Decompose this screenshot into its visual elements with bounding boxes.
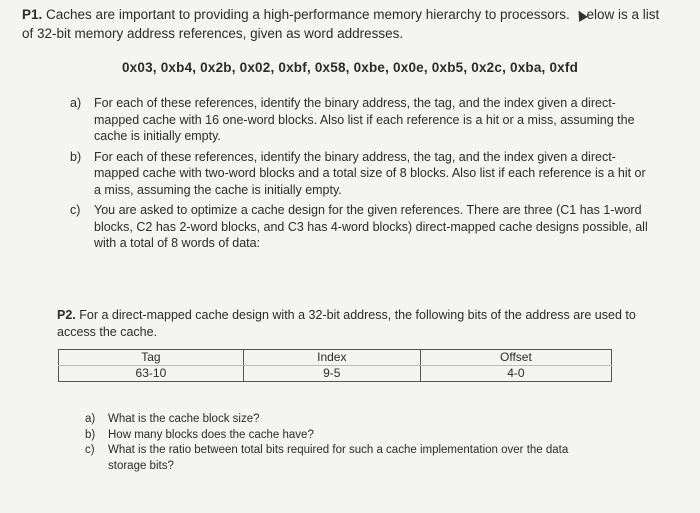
- p2-question-a: [85, 412, 605, 428]
- p1-intro: [22, 5, 662, 43]
- table-row: [59, 366, 612, 382]
- question-text: What is the ratio between total bits required for such a cache implementation over the data storage bits?: [108, 444, 569, 472]
- p2-intro-text: For a direct-mapped cache design with a 32-bit address, the following bits of the address are used to access the cache.: [57, 308, 636, 339]
- p1-question-c: [70, 202, 650, 252]
- p1-question-list: [70, 95, 650, 256]
- question-text: You are asked to optimize a cache design for the given references. There are three (C1 has 1-word blocks, C2 has 2-word blocks, and C3 has 4-word blocks) direct-mapped cache designs possible, all with a total of 8 words of data:: [94, 203, 648, 250]
- p1-intro-text-1: Caches are important to providing a high-performance memory hierarchy to processors.: [46, 7, 570, 22]
- question-label: b): [70, 149, 82, 164]
- offset-bits: 4-0: [420, 366, 611, 382]
- tag-bits: 63-10: [59, 366, 244, 382]
- question-text: How many blocks does the cache have?: [108, 428, 314, 441]
- tag-header: Tag: [59, 350, 244, 366]
- p2-intro: [57, 307, 637, 341]
- question-label: a): [70, 96, 82, 110]
- question-label: c): [85, 444, 95, 456]
- question-label: a): [85, 413, 96, 425]
- question-text: What is the cache block size?: [108, 413, 260, 425]
- question-text: For each of these references, identify the binary address, the tag, and the index given a direct-mapped cache with 16 one-word blocks. Also list if each reference is a hit or a miss, assuming the cache is initially empty.: [94, 96, 635, 143]
- p1-question-b: [70, 149, 650, 199]
- p1-label: P1.: [22, 7, 43, 22]
- table-header-row: [59, 350, 612, 366]
- p1-question-a: [70, 95, 650, 145]
- question-label: c): [70, 203, 81, 217]
- index-header: Index: [243, 350, 420, 366]
- p2-question-b: [85, 428, 605, 444]
- address-bits-table: [58, 349, 612, 382]
- p1-intro-text-2: elow is a list of 32-bit memory address references, given as word addresses.: [22, 7, 660, 41]
- p2-question-c: [85, 443, 605, 474]
- question-text: For each of these references, identify the binary address, the tag, and the index given a direct-mapped cache with two-word blocks and a total size of 8 blocks. Also list if each reference is a hit or a miss, assuming the cache is initially empty.: [94, 149, 646, 197]
- address-list: 0x03, 0xb4, 0x2b, 0x02, 0xbf, 0x58, 0xbe, 0x0e, 0xb5, 0x2c, 0xba, 0xfd: [121, 60, 579, 75]
- p2-label: P2.: [57, 308, 76, 322]
- question-label: b): [85, 428, 96, 441]
- p2-question-list: [85, 412, 605, 474]
- offset-header: Offset: [420, 350, 611, 366]
- index-bits: 9-5: [243, 366, 420, 382]
- mouse-cursor-icon: [574, 9, 588, 23]
